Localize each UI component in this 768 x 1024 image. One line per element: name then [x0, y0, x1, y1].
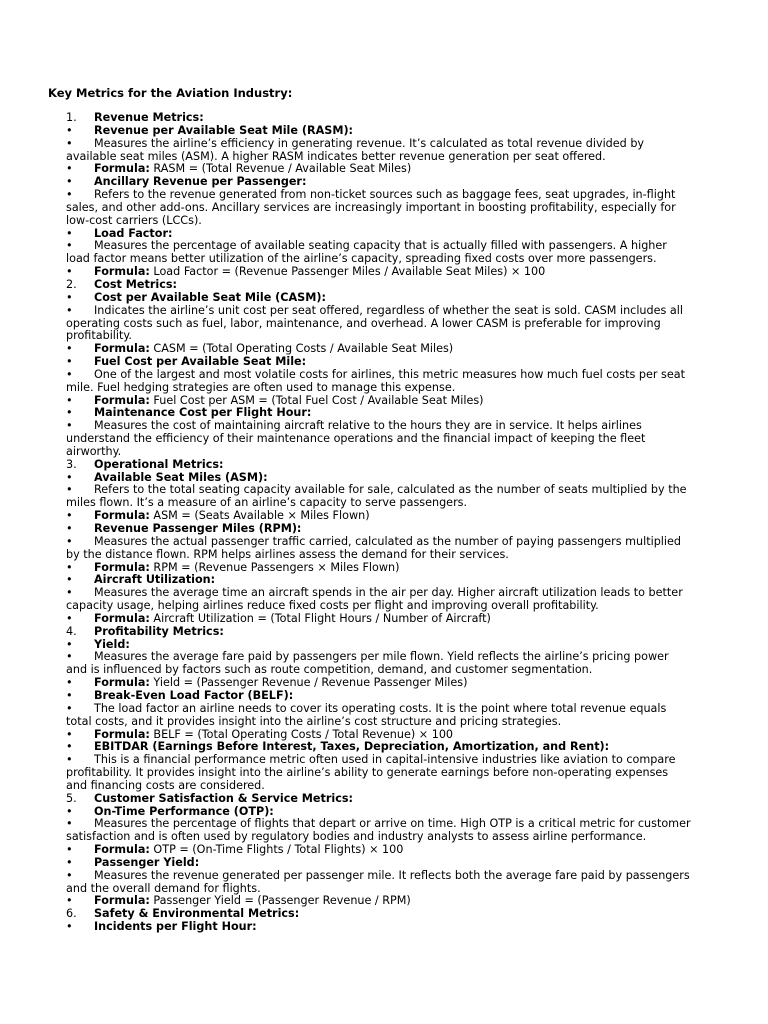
metric-bullet-marker: •	[66, 855, 73, 869]
metric-name: Aircraft Utilization:	[94, 573, 216, 587]
metric-bullet-marker: •	[66, 920, 73, 934]
formula-label: Formula:	[94, 342, 150, 356]
metric-description: Measures the actual passenger traffic carried, calculated as the number of paying passengers multiplied	[94, 534, 682, 548]
metric-description: load factor means better utilization of the airline’s capacity, spreading fixed costs over more passengers.	[66, 252, 657, 266]
metric-formula: Formula: Fuel Cost per ASM = (Total Fuel Cost / Available Seat Miles)	[94, 393, 484, 407]
description-first-line	[66, 703, 716, 716]
formula-label: Formula:	[94, 509, 150, 523]
metric-bullet-marker: •	[66, 573, 73, 587]
section-heading: Customer Satisfaction & Service Metrics:	[94, 791, 353, 805]
formula-bullet-marker: •	[66, 676, 73, 690]
description-first-line	[66, 818, 716, 831]
metric-description: satisfaction and is often used by regulatory bodies and industry analysts to assess airline performance.	[66, 830, 647, 844]
metric-description: Measures the percentage of available seating capacity that is actually filled with passengers. A higher	[94, 239, 667, 253]
section-number-marker: 5.	[66, 791, 77, 805]
metric-description: airworthy.	[66, 444, 122, 458]
metric-name: Passenger Yield:	[94, 855, 200, 869]
section-heading: Safety & Environmental Metrics:	[94, 907, 300, 921]
section-number-marker: 4.	[66, 624, 77, 638]
metric-description-block	[66, 587, 716, 613]
metric-bullet-marker: •	[66, 522, 73, 535]
formula-label: Formula:	[94, 727, 150, 741]
formula-bullet-marker: •	[66, 611, 73, 625]
metric-description: sales, and other add-ons. Ancillary services are increasingly important in boosting profitability, especially for	[66, 200, 676, 214]
description-bullet-marker: •	[66, 419, 73, 433]
description-first-line	[66, 484, 716, 497]
description-first-line	[66, 870, 716, 883]
metric-bullet-line	[66, 125, 716, 138]
metric-description: Indicates the airline’s unit cost per seat offered, regardless of whether the seat is sold. CASM includes all	[94, 303, 683, 317]
formula-bullet-marker: •	[66, 393, 73, 407]
section-heading: Profitability Metrics:	[94, 624, 224, 638]
section-number-line	[66, 459, 716, 472]
metric-description: low-cost carriers (LCCs).	[66, 213, 202, 227]
metric-description-block	[66, 369, 716, 395]
formula-bullet-marker: •	[66, 265, 73, 279]
metric-description: Refers to the revenue generated from non-ticket sources such as baggage fees, seat upgrades, in-flight	[94, 188, 676, 202]
metric-name: Incidents per Flight Hour:	[94, 920, 257, 934]
formula-line	[66, 844, 716, 857]
section-number-marker: 6.	[66, 907, 77, 921]
metric-bullet-line	[66, 292, 716, 305]
metric-description: This is a financial performance metric often used in capital-intensive industries like aviation to compare	[94, 753, 676, 767]
metric-description: and financing costs are considered.	[66, 778, 265, 792]
description-bullet-marker: •	[66, 534, 73, 548]
metric-bullet-marker: •	[66, 688, 73, 702]
metric-description-block	[66, 754, 716, 793]
document-body	[66, 112, 716, 934]
metric-formula: Formula: RASM = (Total Revenue / Available Seat Miles)	[94, 162, 412, 176]
metric-description: Measures the percentage of flights that depart or arrive on time. High OTP is a critical metric for customer	[94, 817, 691, 831]
metric-description: The load factor an airline needs to cover its operating costs. It is the point where total revenue equals	[94, 701, 667, 715]
metric-description: and the overall demand for flights.	[66, 881, 261, 895]
metric-name: Load Factor:	[94, 226, 173, 240]
section-number-marker: 3.	[66, 457, 77, 471]
metric-name: Revenue Passenger Miles (RPM):	[94, 522, 302, 535]
description-first-line	[66, 651, 716, 664]
metric-formula: Formula: CASM = (Total Operating Costs / Available Seat Miles)	[94, 342, 454, 356]
description-bullet-marker: •	[66, 239, 73, 253]
metric-description: operating costs such as fuel, labor, maintenance, and overhead. A lower CASM is preferable for improving	[66, 316, 661, 330]
metric-bullet-marker: •	[66, 290, 73, 304]
formula-label: Formula:	[94, 894, 150, 908]
metric-formula: Formula: Yield = (Passenger Revenue / Revenue Passenger Miles)	[94, 676, 468, 690]
metric-description: One of the largest and most volatile costs for airlines, this metric measures how much fuel costs per seat	[94, 367, 685, 381]
formula-line	[66, 613, 716, 626]
metric-bullet-marker: •	[66, 470, 73, 484]
metric-bullet-marker: •	[66, 355, 73, 369]
description-first-line	[66, 138, 716, 151]
section-heading: Revenue Metrics:	[94, 111, 204, 124]
metric-formula: Formula: Aircraft Utilization = (Total Flight Hours / Number of Aircraft)	[94, 611, 491, 625]
metric-description: and is influenced by factors such as route competition, demand, and customer segmentation.	[66, 663, 593, 677]
metric-name: Yield:	[94, 637, 130, 651]
formula-bullet-marker: •	[66, 894, 73, 908]
description-first-line	[66, 420, 716, 433]
metric-formula: Formula: Load Factor = (Revenue Passenger Miles / Available Seat Miles) × 100	[94, 265, 546, 279]
description-first-line	[66, 240, 716, 253]
section-heading: Cost Metrics:	[94, 277, 177, 291]
description-bullet-marker: •	[66, 188, 73, 202]
metric-description-block	[66, 870, 716, 896]
metric-formula: Formula: ASM = (Seats Available × Miles Flown)	[94, 509, 370, 523]
metric-formula: Formula: BELF = (Total Operating Costs / Total Revenue) × 100	[94, 727, 454, 741]
metric-name: Fuel Cost per Available Seat Mile:	[94, 355, 307, 369]
description-first-line	[66, 754, 716, 767]
metric-description-block	[66, 818, 716, 844]
metric-name: Cost per Available Seat Mile (CASM):	[94, 290, 326, 304]
metric-name: Revenue per Available Seat Mile (RASM):	[94, 123, 354, 137]
formula-bullet-marker: •	[66, 727, 73, 741]
metric-description-block	[66, 189, 716, 228]
metric-description: Measures the airline’s efficiency in generating revenue. It’s calculated as total revenue divided by	[94, 136, 645, 150]
metric-description: by the distance flown. RPM helps airlines assess the demand for their services.	[66, 547, 509, 561]
metric-bullet-marker: •	[66, 740, 73, 754]
metric-name: Ancillary Revenue per Passenger:	[94, 175, 307, 189]
metric-description: Refers to the total seating capacity available for sale, calculated as the number of seats multiplied by the	[94, 483, 687, 497]
metric-bullet-marker: •	[66, 226, 73, 240]
description-bullet-marker: •	[66, 303, 73, 317]
metric-description: miles flown. It’s a measure of an airline’s capacity to serve passengers.	[66, 496, 468, 510]
metric-name: On-Time Performance (OTP):	[94, 804, 274, 818]
metric-bullet-line	[66, 857, 716, 870]
description-bullet-marker: •	[66, 483, 73, 497]
metric-description: profitability. It provides insight into the airline’s ability to generate earnings before non-operating expenses	[66, 766, 669, 780]
metric-description: mile. Fuel hedging strategies are often used to manage this expense.	[66, 380, 456, 394]
metric-description-block	[66, 420, 716, 459]
formula-bullet-marker: •	[66, 342, 73, 356]
metric-description-block	[66, 240, 716, 266]
description-bullet-marker: •	[66, 367, 73, 381]
metric-description-block	[66, 651, 716, 677]
formula-label: Formula:	[94, 676, 150, 690]
description-first-line	[66, 536, 716, 549]
metric-name: Maintenance Cost per Flight Hour:	[94, 406, 312, 420]
metric-description: Measures the revenue generated per passenger mile. It reflects both the average fare paid by passengers	[94, 868, 690, 882]
formula-label: Formula:	[94, 162, 150, 176]
metric-bullet-line	[66, 523, 716, 536]
metric-formula: Formula: RPM = (Revenue Passengers × Miles Flown)	[94, 560, 400, 574]
metric-bullet-marker: •	[66, 175, 73, 189]
metric-name: Break-Even Load Factor (BELF):	[94, 688, 294, 702]
formula-label: Formula:	[94, 560, 150, 574]
description-bullet-marker: •	[66, 753, 73, 767]
metric-bullet-marker: •	[66, 637, 73, 651]
section-heading: Operational Metrics:	[94, 457, 224, 471]
metric-description: Measures the cost of maintaining aircraft relative to the hours they are in service. It helps airlines	[94, 419, 642, 433]
description-first-line	[66, 369, 716, 382]
formula-label: Formula:	[94, 843, 150, 857]
description-bullet-marker: •	[66, 817, 73, 831]
metric-formula: Formula: Passenger Yield = (Passenger Revenue / RPM)	[94, 894, 411, 908]
description-bullet-marker: •	[66, 586, 73, 600]
formula-bullet-marker: •	[66, 843, 73, 857]
metric-description-block	[66, 484, 716, 510]
metric-bullet-marker: •	[66, 804, 73, 818]
description-first-line	[66, 189, 716, 202]
description-bullet-marker: •	[66, 650, 73, 664]
formula-label: Formula:	[94, 265, 150, 279]
metric-name: EBITDAR (Earnings Before Interest, Taxes, Depreciation, Amortization, and Rent):	[94, 740, 610, 754]
section-number-line	[66, 626, 716, 639]
document-title: Key Metrics for the Aviation Industry:	[48, 86, 293, 100]
description-bullet-marker: •	[66, 136, 73, 150]
metric-description: capacity usage, helping airlines reduce fixed costs per flight and improving overall profitability.	[66, 599, 599, 613]
metric-bullet-marker: •	[66, 406, 73, 420]
metric-description: total costs, and it provides insight into the airline’s cost structure and pricing strategies.	[66, 714, 562, 728]
metric-description: understand the efficiency of their maintenance operations and the financial impact of keeping the fleet	[66, 432, 646, 446]
description-first-line	[66, 587, 716, 600]
metric-description: profitability.	[66, 329, 132, 343]
metric-description: available seat miles (ASM). A higher RASM indicates better revenue generation per seat offered.	[66, 149, 606, 163]
formula-bullet-marker: •	[66, 560, 73, 574]
metric-description: Measures the average time an aircraft spends in the air per day. Higher aircraft utilization leads to better	[94, 586, 683, 600]
description-first-line	[66, 305, 716, 318]
formula-bullet-marker: •	[66, 162, 73, 176]
description-bullet-marker: •	[66, 868, 73, 882]
description-bullet-marker: •	[66, 701, 73, 715]
metric-description-block	[66, 305, 716, 344]
metric-description-block	[66, 703, 716, 729]
metric-bullet-marker: •	[66, 123, 73, 137]
metric-bullet-line	[66, 690, 716, 703]
metric-description-block	[66, 536, 716, 562]
section-number-marker: 2.	[66, 277, 77, 291]
formula-bullet-marker: •	[66, 509, 73, 523]
metric-formula: Formula: OTP = (On-Time Flights / Total Flights) × 100	[94, 843, 404, 857]
metric-bullet-line	[66, 921, 716, 934]
metric-name: Available Seat Miles (ASM):	[94, 470, 268, 484]
section-number-line	[66, 112, 716, 125]
section-number-line	[66, 279, 716, 292]
formula-label: Formula:	[94, 611, 150, 625]
metric-bullet-line	[66, 356, 716, 369]
section-number-marker: 1.	[66, 111, 77, 124]
formula-label: Formula:	[94, 393, 150, 407]
metric-description-block	[66, 138, 716, 164]
metric-description: Measures the average fare paid by passengers per mile flown. Yield reflects the airline’s pricing power	[94, 650, 669, 664]
section-number-line	[66, 793, 716, 806]
